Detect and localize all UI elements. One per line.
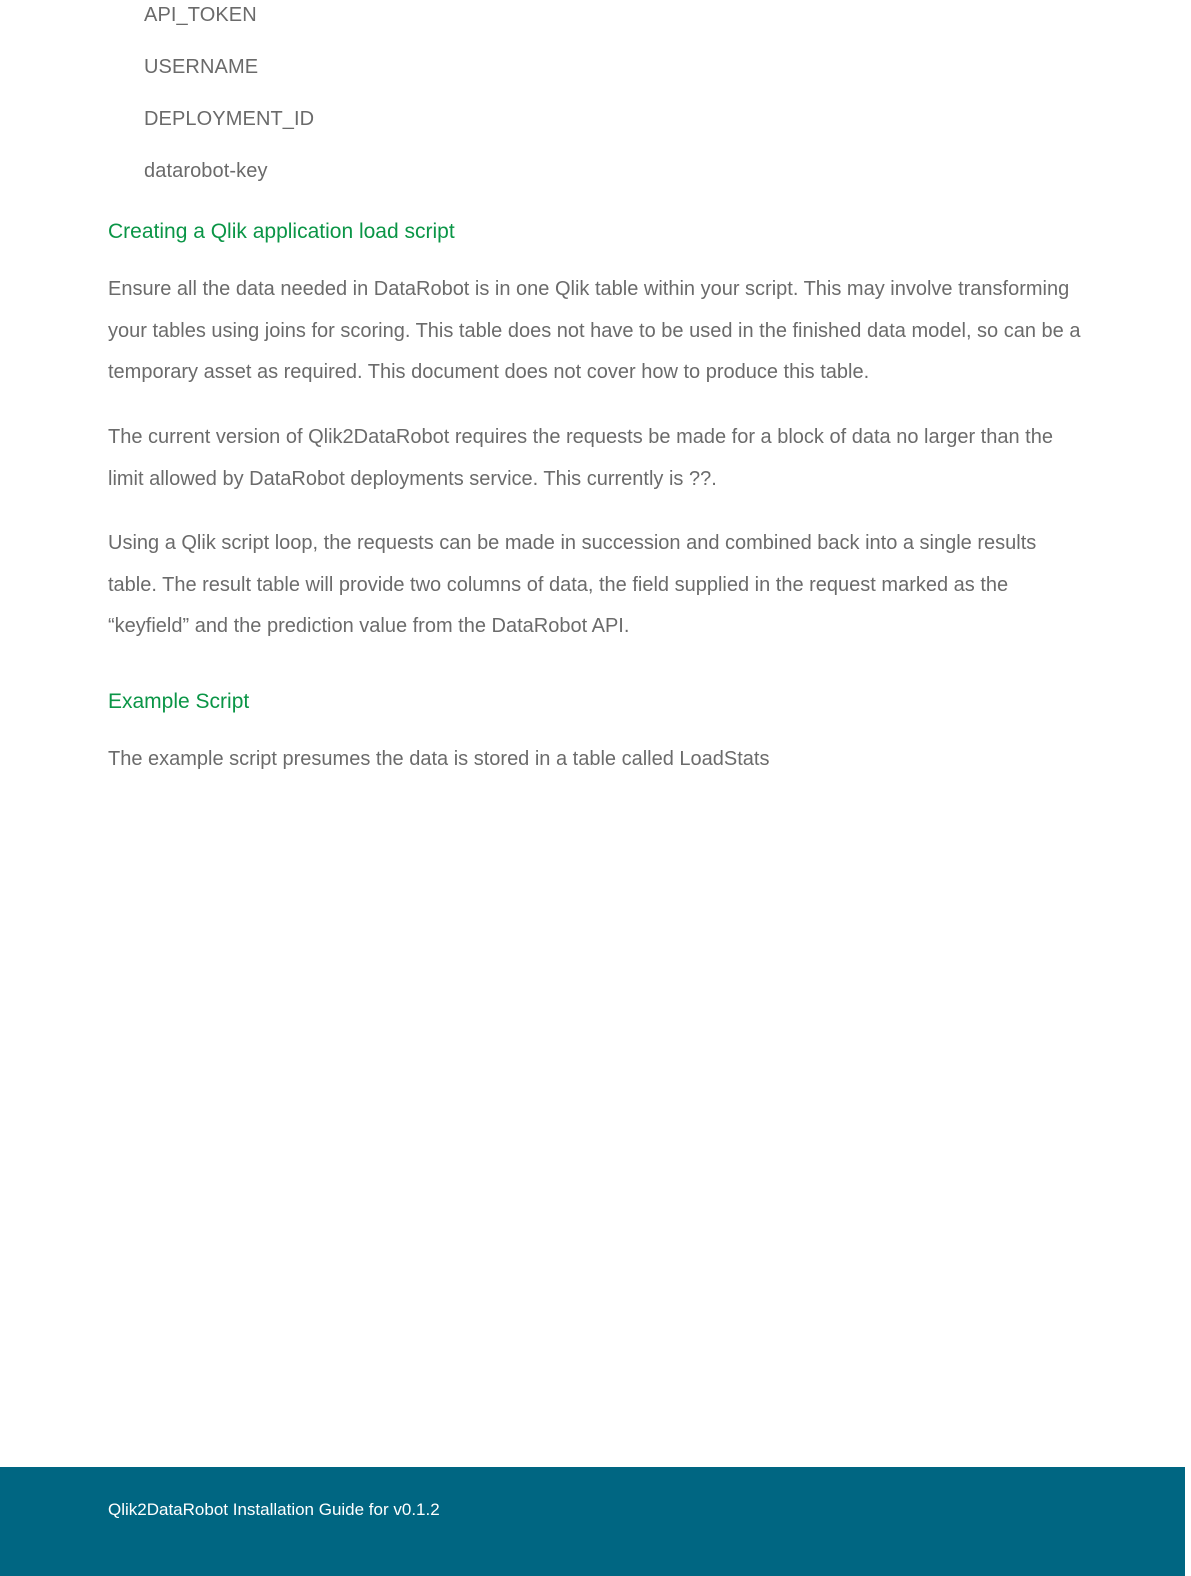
page-edge [1185, 1467, 1191, 1576]
env-var-list [144, 0, 314, 211]
section-heading-load-script: Creating a Qlik application load script [108, 220, 455, 243]
paragraph: The example script presumes the data is stored in a table called LoadStats [108, 748, 770, 770]
env-var-item: USERNAME [144, 56, 259, 78]
env-var-item: API_TOKEN [144, 4, 257, 26]
footer-title: Qlik2DataRobot Installation Guide for v0.1.2 [108, 1500, 440, 1519]
page-footer [0, 1467, 1191, 1576]
paragraph: Using a Qlik script loop, the requests can be made in succession and combined back into a single results table. The result table will provide two columns of data, the field supplied in the request marked as the “keyfield” and the prediction value from the DataRobot API. [108, 532, 1037, 637]
paragraph: Ensure all the data needed in DataRobot is in one Qlik table within your script. This may involve transforming your tables using joins for scoring. This table does not have to be used in the finished data model, so can be a temporary asset as required. This document does not cover how to produce this table. [108, 278, 1081, 383]
section-heading-example-script: Example Script [108, 690, 250, 713]
paragraph: The current version of Qlik2DataRobot requires the requests be made for a block of data no larger than the limit allowed by DataRobot deployments service. This currently is ??. [108, 426, 1053, 490]
env-var-item: DEPLOYMENT_ID [144, 108, 315, 130]
env-var-item: datarobot-key [144, 160, 268, 182]
